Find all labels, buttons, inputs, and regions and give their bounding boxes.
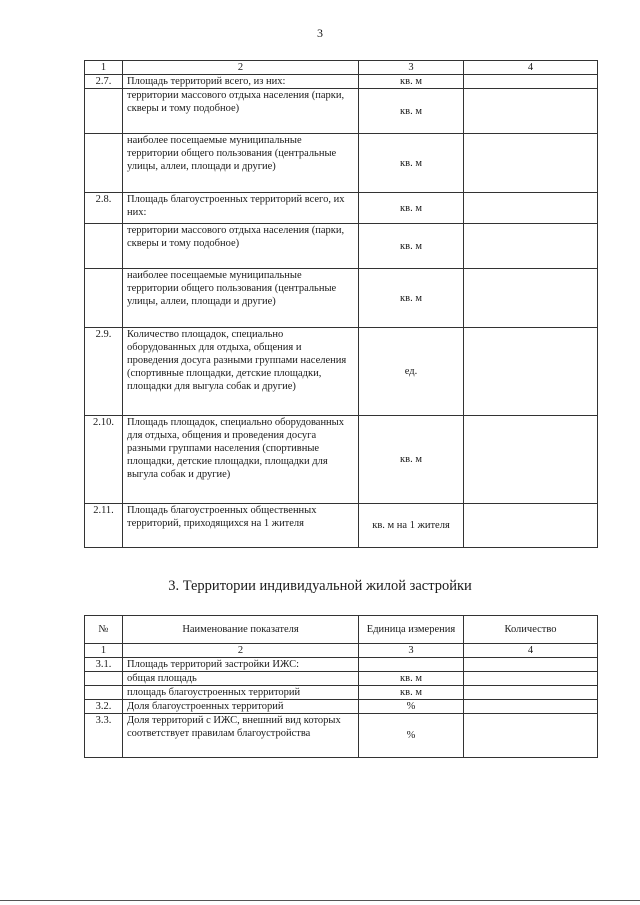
table-row xyxy=(85,658,598,672)
header-indicator-name: Наименование показателя xyxy=(123,616,359,644)
indicator-name: Площадь территорий застройки ИЖС: xyxy=(123,658,359,672)
header-cell: 2 xyxy=(123,61,359,75)
indicator-name: Доля благоустроенных территорий xyxy=(123,700,359,714)
row-number xyxy=(85,224,123,269)
table-row xyxy=(85,504,598,548)
table-row xyxy=(85,714,598,758)
value-cell xyxy=(464,193,598,224)
header-quantity: Количество xyxy=(464,616,598,644)
table-row xyxy=(85,269,598,328)
value-cell xyxy=(464,224,598,269)
indicator-name: площадь благоустроенных территорий xyxy=(123,686,359,700)
table-row xyxy=(85,328,598,416)
value-cell xyxy=(464,89,598,134)
unit-cell: кв. м xyxy=(359,224,464,269)
page-number: 3 xyxy=(317,26,323,40)
row-number: 3.3. xyxy=(85,714,123,758)
unit-cell: кв. м xyxy=(359,269,464,328)
unit-cell: кв. м xyxy=(359,89,464,134)
unit-cell: кв. м на 1 жителя xyxy=(359,504,464,548)
row-number: 2.11. xyxy=(85,504,123,548)
table-row xyxy=(85,672,598,686)
header-unit: Единица измерения xyxy=(359,616,464,644)
indicator-name: Доля территорий с ИЖС, внешний вид которых соответствует правилам благоустройства xyxy=(123,714,359,758)
indicator-name: Площадь благоустроенных общественных территорий, приходящихся на 1 жителя xyxy=(123,504,359,548)
value-cell xyxy=(464,672,598,686)
column-number: 2 xyxy=(123,644,359,658)
value-cell xyxy=(464,269,598,328)
ijs-indicators-table xyxy=(84,615,598,758)
header-cell: 1 xyxy=(85,61,123,75)
row-number: 2.9. xyxy=(85,328,123,416)
indicators-table-continued xyxy=(84,60,598,548)
row-number: 3.1. xyxy=(85,658,123,672)
unit-cell: кв. м xyxy=(359,416,464,504)
unit-cell: % xyxy=(359,714,464,758)
table-row xyxy=(85,89,598,134)
indicator-name: территории массового отдыха населения (парки, скверы и тому подобное) xyxy=(123,224,359,269)
indicator-name: наиболее посещаемые муниципальные территории общего пользования (центральные улицы, аллеи, площади и другие) xyxy=(123,134,359,193)
unit-cell: кв. м xyxy=(359,672,464,686)
unit-cell: кв. м xyxy=(359,134,464,193)
value-cell xyxy=(464,504,598,548)
header-number: № xyxy=(85,616,123,644)
indicator-name: Количество площадок, специально оборудованных для отдыха, общения и проведения досуга разными группами населения (спортивные площадки, детские площадки, площадки для выгула собак и другие) xyxy=(123,328,359,416)
table-row xyxy=(85,224,598,269)
value-cell xyxy=(464,700,598,714)
row-number: 2.10. xyxy=(85,416,123,504)
column-number: 4 xyxy=(464,644,598,658)
table-header-row xyxy=(85,616,598,644)
column-number: 3 xyxy=(359,644,464,658)
indicator-name: территории массового отдыха населения (парки, скверы и тому подобное) xyxy=(123,89,359,134)
unit-cell: % xyxy=(359,700,464,714)
value-cell xyxy=(464,714,598,758)
unit-cell xyxy=(359,658,464,672)
indicator-name: Площадь благоустроенных территорий всего, их них: xyxy=(123,193,359,224)
value-cell xyxy=(464,416,598,504)
column-numbers-row xyxy=(85,644,598,658)
value-cell xyxy=(464,658,598,672)
table-row xyxy=(85,75,598,89)
value-cell xyxy=(464,75,598,89)
table-row xyxy=(85,134,598,193)
row-number xyxy=(85,686,123,700)
table-row xyxy=(85,193,598,224)
value-cell xyxy=(464,134,598,193)
table-row xyxy=(85,700,598,714)
page-bottom-rule xyxy=(0,900,640,901)
row-number: 2.8. xyxy=(85,193,123,224)
indicator-name: Площадь территорий всего, из них: xyxy=(123,75,359,89)
value-cell xyxy=(464,328,598,416)
table-row xyxy=(85,686,598,700)
table-header-row xyxy=(85,61,598,75)
row-number xyxy=(85,672,123,686)
header-cell: 3 xyxy=(359,61,464,75)
row-number: 3.2. xyxy=(85,700,123,714)
section-title: 3. Территории индивидуальной жилой застройки xyxy=(168,578,472,594)
column-number: 1 xyxy=(85,644,123,658)
row-number xyxy=(85,134,123,193)
table-row xyxy=(85,416,598,504)
row-number xyxy=(85,89,123,134)
unit-cell: кв. м xyxy=(359,686,464,700)
unit-cell: кв. м xyxy=(359,75,464,89)
indicator-name: общая площадь xyxy=(123,672,359,686)
row-number: 2.7. xyxy=(85,75,123,89)
unit-cell: кв. м xyxy=(359,193,464,224)
row-number xyxy=(85,269,123,328)
indicator-name: наиболее посещаемые муниципальные территории общего пользования (центральные улицы, аллеи, площади и другие) xyxy=(123,269,359,328)
unit-cell: ед. xyxy=(359,328,464,416)
value-cell xyxy=(464,686,598,700)
indicator-name: Площадь площадок, специально оборудованных для отдыха, общения и проведения досуга разными группами населения (спортивные площадки, детские площадки, площадки для выгула собак и другие) xyxy=(123,416,359,504)
header-cell: 4 xyxy=(464,61,598,75)
